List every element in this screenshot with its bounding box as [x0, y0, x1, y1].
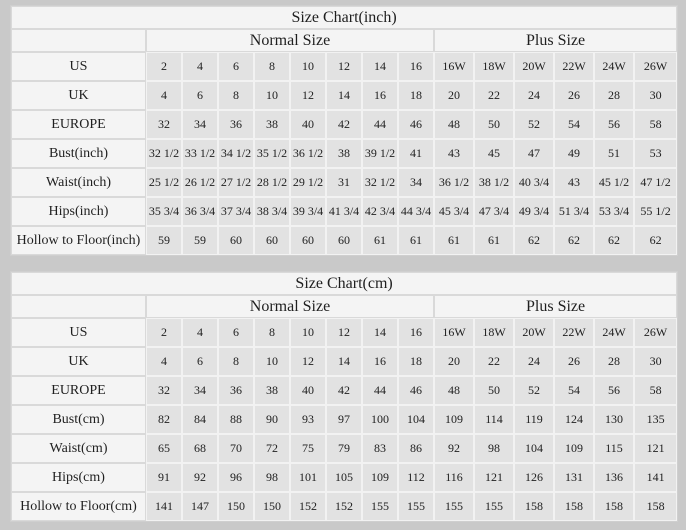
size-value-cell: 50 — [474, 376, 514, 405]
size-value-cell: 155 — [434, 492, 474, 521]
table-row — [11, 376, 677, 405]
size-value-cell: 14 — [326, 81, 362, 110]
size-value-cell: 46 — [398, 110, 434, 139]
group-header-plus: Plus Size — [434, 295, 677, 318]
size-value-cell: 18W — [474, 52, 514, 81]
size-value-cell: 98 — [254, 463, 290, 492]
size-value-cell: 34 — [182, 376, 218, 405]
size-value-cell: 59 — [182, 226, 218, 255]
size-value-cell: 36 1/2 — [434, 168, 474, 197]
size-value-cell: 36 1/2 — [290, 139, 326, 168]
table-title: Size Chart(cm) — [11, 272, 677, 295]
size-value-cell: 40 3/4 — [514, 168, 554, 197]
size-value-cell: 58 — [634, 376, 677, 405]
size-value-cell: 28 — [594, 347, 634, 376]
size-value-cell: 62 — [554, 226, 594, 255]
size-value-cell: 14 — [326, 347, 362, 376]
size-value-cell: 158 — [554, 492, 594, 521]
size-value-cell: 61 — [398, 226, 434, 255]
size-value-cell: 4 — [182, 318, 218, 347]
row-label: UK — [11, 81, 146, 110]
size-value-cell: 152 — [326, 492, 362, 521]
size-value-cell: 52 — [514, 110, 554, 139]
size-value-cell: 8 — [218, 81, 254, 110]
size-value-cell: 115 — [594, 434, 634, 463]
size-value-cell: 18 — [398, 81, 434, 110]
size-value-cell: 6 — [218, 52, 254, 81]
table-row — [11, 197, 677, 226]
size-value-cell: 24 — [514, 347, 554, 376]
size-value-cell: 135 — [634, 405, 677, 434]
size-value-cell: 18 — [398, 347, 434, 376]
size-value-cell: 12 — [326, 52, 362, 81]
size-value-cell: 24W — [594, 52, 634, 81]
row-label: EUROPE — [11, 376, 146, 405]
size-value-cell: 97 — [326, 405, 362, 434]
size-value-cell: 20 — [434, 347, 474, 376]
size-value-cell: 26W — [634, 318, 677, 347]
size-value-cell: 31 — [326, 168, 362, 197]
size-value-cell: 29 1/2 — [290, 168, 326, 197]
size-value-cell: 14 — [362, 52, 398, 81]
size-value-cell: 36 — [218, 376, 254, 405]
size-value-cell: 84 — [182, 405, 218, 434]
size-value-cell: 116 — [434, 463, 474, 492]
size-value-cell: 28 1/2 — [254, 168, 290, 197]
corner-cell — [11, 295, 146, 318]
size-value-cell: 61 — [434, 226, 474, 255]
size-value-cell: 104 — [514, 434, 554, 463]
size-value-cell: 38 — [254, 110, 290, 139]
size-value-cell: 40 — [290, 376, 326, 405]
size-value-cell: 155 — [398, 492, 434, 521]
row-label: Hollow to Floor(inch) — [11, 226, 146, 255]
size-value-cell: 16 — [362, 347, 398, 376]
row-label: US — [11, 318, 146, 347]
size-value-cell: 150 — [218, 492, 254, 521]
size-value-cell: 42 — [326, 376, 362, 405]
table-row — [11, 139, 677, 168]
size-value-cell: 18W — [474, 318, 514, 347]
table-row — [11, 434, 677, 463]
size-value-cell: 124 — [554, 405, 594, 434]
size-value-cell: 45 1/2 — [594, 168, 634, 197]
size-value-cell: 60 — [218, 226, 254, 255]
row-label: Bust(cm) — [11, 405, 146, 434]
size-value-cell: 61 — [362, 226, 398, 255]
size-value-cell: 136 — [594, 463, 634, 492]
size-value-cell: 104 — [398, 405, 434, 434]
size-value-cell: 72 — [254, 434, 290, 463]
size-value-cell: 24W — [594, 318, 634, 347]
corner-cell — [11, 29, 146, 52]
size-value-cell: 26 1/2 — [182, 168, 218, 197]
size-value-cell: 8 — [218, 347, 254, 376]
size-value-cell: 112 — [398, 463, 434, 492]
size-value-cell: 37 3/4 — [218, 197, 254, 226]
size-value-cell: 4 — [146, 81, 182, 110]
size-value-cell: 121 — [634, 434, 677, 463]
size-value-cell: 53 — [634, 139, 677, 168]
size-value-cell: 88 — [218, 405, 254, 434]
size-value-cell: 43 — [554, 168, 594, 197]
size-value-cell: 20W — [514, 52, 554, 81]
size-value-cell: 35 3/4 — [146, 197, 182, 226]
row-label: Bust(inch) — [11, 139, 146, 168]
row-label: Hollow to Floor(cm) — [11, 492, 146, 521]
size-value-cell: 10 — [290, 52, 326, 81]
size-value-cell: 55 1/2 — [634, 197, 677, 226]
size-value-cell: 75 — [290, 434, 326, 463]
table-row — [11, 405, 677, 434]
row-label: Hips(cm) — [11, 463, 146, 492]
size-value-cell: 39 3/4 — [290, 197, 326, 226]
size-value-cell: 6 — [218, 318, 254, 347]
size-value-cell: 158 — [594, 492, 634, 521]
size-value-cell: 121 — [474, 463, 514, 492]
table-row — [11, 168, 677, 197]
size-value-cell: 27 1/2 — [218, 168, 254, 197]
size-value-cell: 53 3/4 — [594, 197, 634, 226]
size-value-cell: 60 — [254, 226, 290, 255]
size-value-cell: 38 3/4 — [254, 197, 290, 226]
size-value-cell: 86 — [398, 434, 434, 463]
size-value-cell: 32 — [146, 376, 182, 405]
size-value-cell: 51 — [594, 139, 634, 168]
size-value-cell: 20 — [434, 81, 474, 110]
size-value-cell: 38 — [254, 376, 290, 405]
size-value-cell: 10 — [290, 318, 326, 347]
size-value-cell: 14 — [362, 318, 398, 347]
size-value-cell: 34 — [398, 168, 434, 197]
table-row — [11, 81, 677, 110]
size-value-cell: 56 — [594, 376, 634, 405]
size-value-cell: 40 — [290, 110, 326, 139]
row-label: UK — [11, 347, 146, 376]
size-value-cell: 12 — [290, 81, 326, 110]
size-value-cell: 158 — [634, 492, 677, 521]
size-value-cell: 65 — [146, 434, 182, 463]
size-value-cell: 52 — [514, 376, 554, 405]
size-value-cell: 147 — [182, 492, 218, 521]
size-value-cell: 16 — [398, 52, 434, 81]
size-value-cell: 114 — [474, 405, 514, 434]
size-value-cell: 20W — [514, 318, 554, 347]
row-label: Hips(inch) — [11, 197, 146, 226]
row-label: US — [11, 52, 146, 81]
size-value-cell: 16W — [434, 52, 474, 81]
size-value-cell: 30 — [634, 81, 677, 110]
size-value-cell: 49 — [554, 139, 594, 168]
size-value-cell: 60 — [290, 226, 326, 255]
size-value-cell: 70 — [218, 434, 254, 463]
group-header-normal: Normal Size — [146, 29, 434, 52]
size-value-cell: 68 — [182, 434, 218, 463]
size-value-cell: 33 1/2 — [182, 139, 218, 168]
size-value-cell: 91 — [146, 463, 182, 492]
size-value-cell: 26 — [554, 81, 594, 110]
size-value-cell: 22 — [474, 347, 514, 376]
size-value-cell: 26W — [634, 52, 677, 81]
size-value-cell: 26 — [554, 347, 594, 376]
table-row — [11, 318, 677, 347]
size-value-cell: 43 — [434, 139, 474, 168]
size-value-cell: 62 — [634, 226, 677, 255]
size-value-cell: 155 — [362, 492, 398, 521]
size-value-cell: 34 1/2 — [218, 139, 254, 168]
size-value-cell: 48 — [434, 110, 474, 139]
size-value-cell: 54 — [554, 110, 594, 139]
table-title: Size Chart(inch) — [11, 6, 677, 29]
size-value-cell: 2 — [146, 52, 182, 81]
size-value-cell: 131 — [554, 463, 594, 492]
size-value-cell: 4 — [146, 347, 182, 376]
size-chart-table-cm — [10, 271, 678, 522]
size-value-cell: 141 — [634, 463, 677, 492]
size-value-cell: 16W — [434, 318, 474, 347]
size-value-cell: 126 — [514, 463, 554, 492]
size-value-cell: 44 — [362, 110, 398, 139]
size-value-cell: 100 — [362, 405, 398, 434]
size-value-cell: 109 — [554, 434, 594, 463]
size-value-cell: 41 — [398, 139, 434, 168]
size-value-cell: 36 — [218, 110, 254, 139]
size-value-cell: 41 3/4 — [326, 197, 362, 226]
size-value-cell: 32 1/2 — [362, 168, 398, 197]
size-value-cell: 32 — [146, 110, 182, 139]
size-value-cell: 36 3/4 — [182, 197, 218, 226]
size-value-cell: 155 — [474, 492, 514, 521]
size-value-cell: 92 — [434, 434, 474, 463]
group-header-normal: Normal Size — [146, 295, 434, 318]
size-value-cell: 4 — [182, 52, 218, 81]
size-value-cell: 47 — [514, 139, 554, 168]
size-value-cell: 8 — [254, 318, 290, 347]
size-value-cell: 48 — [434, 376, 474, 405]
size-value-cell: 61 — [474, 226, 514, 255]
size-value-cell: 109 — [362, 463, 398, 492]
size-value-cell: 45 — [474, 139, 514, 168]
size-value-cell: 49 3/4 — [514, 197, 554, 226]
size-value-cell: 12 — [326, 318, 362, 347]
size-value-cell: 152 — [290, 492, 326, 521]
size-value-cell: 10 — [254, 347, 290, 376]
table-row — [11, 52, 677, 81]
size-value-cell: 46 — [398, 376, 434, 405]
size-value-cell: 42 — [326, 110, 362, 139]
size-value-cell: 16 — [362, 81, 398, 110]
size-value-cell: 93 — [290, 405, 326, 434]
size-value-cell: 30 — [634, 347, 677, 376]
row-label: Waist(inch) — [11, 168, 146, 197]
size-value-cell: 141 — [146, 492, 182, 521]
size-value-cell: 10 — [254, 81, 290, 110]
size-value-cell: 105 — [326, 463, 362, 492]
size-value-cell: 32 1/2 — [146, 139, 182, 168]
size-value-cell: 6 — [182, 81, 218, 110]
size-value-cell: 22W — [554, 318, 594, 347]
size-value-cell: 34 — [182, 110, 218, 139]
size-value-cell: 56 — [594, 110, 634, 139]
size-value-cell: 38 — [326, 139, 362, 168]
table-row — [11, 463, 677, 492]
size-value-cell: 92 — [182, 463, 218, 492]
size-value-cell: 44 — [362, 376, 398, 405]
size-value-cell: 101 — [290, 463, 326, 492]
size-value-cell: 82 — [146, 405, 182, 434]
size-value-cell: 58 — [634, 110, 677, 139]
size-value-cell: 51 3/4 — [554, 197, 594, 226]
row-label: Waist(cm) — [11, 434, 146, 463]
size-value-cell: 12 — [290, 347, 326, 376]
size-value-cell: 38 1/2 — [474, 168, 514, 197]
size-value-cell: 22W — [554, 52, 594, 81]
size-value-cell: 50 — [474, 110, 514, 139]
size-value-cell: 2 — [146, 318, 182, 347]
size-value-cell: 44 3/4 — [398, 197, 434, 226]
size-value-cell: 62 — [514, 226, 554, 255]
size-value-cell: 6 — [182, 347, 218, 376]
size-value-cell: 83 — [362, 434, 398, 463]
size-value-cell: 25 1/2 — [146, 168, 182, 197]
size-value-cell: 62 — [594, 226, 634, 255]
table-row — [11, 226, 677, 255]
size-value-cell: 79 — [326, 434, 362, 463]
size-value-cell: 158 — [514, 492, 554, 521]
size-value-cell: 59 — [146, 226, 182, 255]
size-chart-table-inch — [10, 5, 678, 256]
size-value-cell: 45 3/4 — [434, 197, 474, 226]
table-row — [11, 110, 677, 139]
size-value-cell: 150 — [254, 492, 290, 521]
size-value-cell: 98 — [474, 434, 514, 463]
table-row — [11, 347, 677, 376]
size-value-cell: 130 — [594, 405, 634, 434]
size-value-cell: 35 1/2 — [254, 139, 290, 168]
group-header-plus: Plus Size — [434, 29, 677, 52]
size-value-cell: 28 — [594, 81, 634, 110]
size-value-cell: 24 — [514, 81, 554, 110]
size-value-cell: 22 — [474, 81, 514, 110]
size-value-cell: 119 — [514, 405, 554, 434]
size-value-cell: 60 — [326, 226, 362, 255]
row-label: EUROPE — [11, 110, 146, 139]
size-value-cell: 8 — [254, 52, 290, 81]
size-value-cell: 16 — [398, 318, 434, 347]
size-value-cell: 42 3/4 — [362, 197, 398, 226]
size-value-cell: 39 1/2 — [362, 139, 398, 168]
table-row — [11, 492, 677, 521]
size-value-cell: 109 — [434, 405, 474, 434]
size-value-cell: 47 1/2 — [634, 168, 677, 197]
size-value-cell: 47 3/4 — [474, 197, 514, 226]
size-value-cell: 90 — [254, 405, 290, 434]
size-value-cell: 96 — [218, 463, 254, 492]
size-value-cell: 54 — [554, 376, 594, 405]
